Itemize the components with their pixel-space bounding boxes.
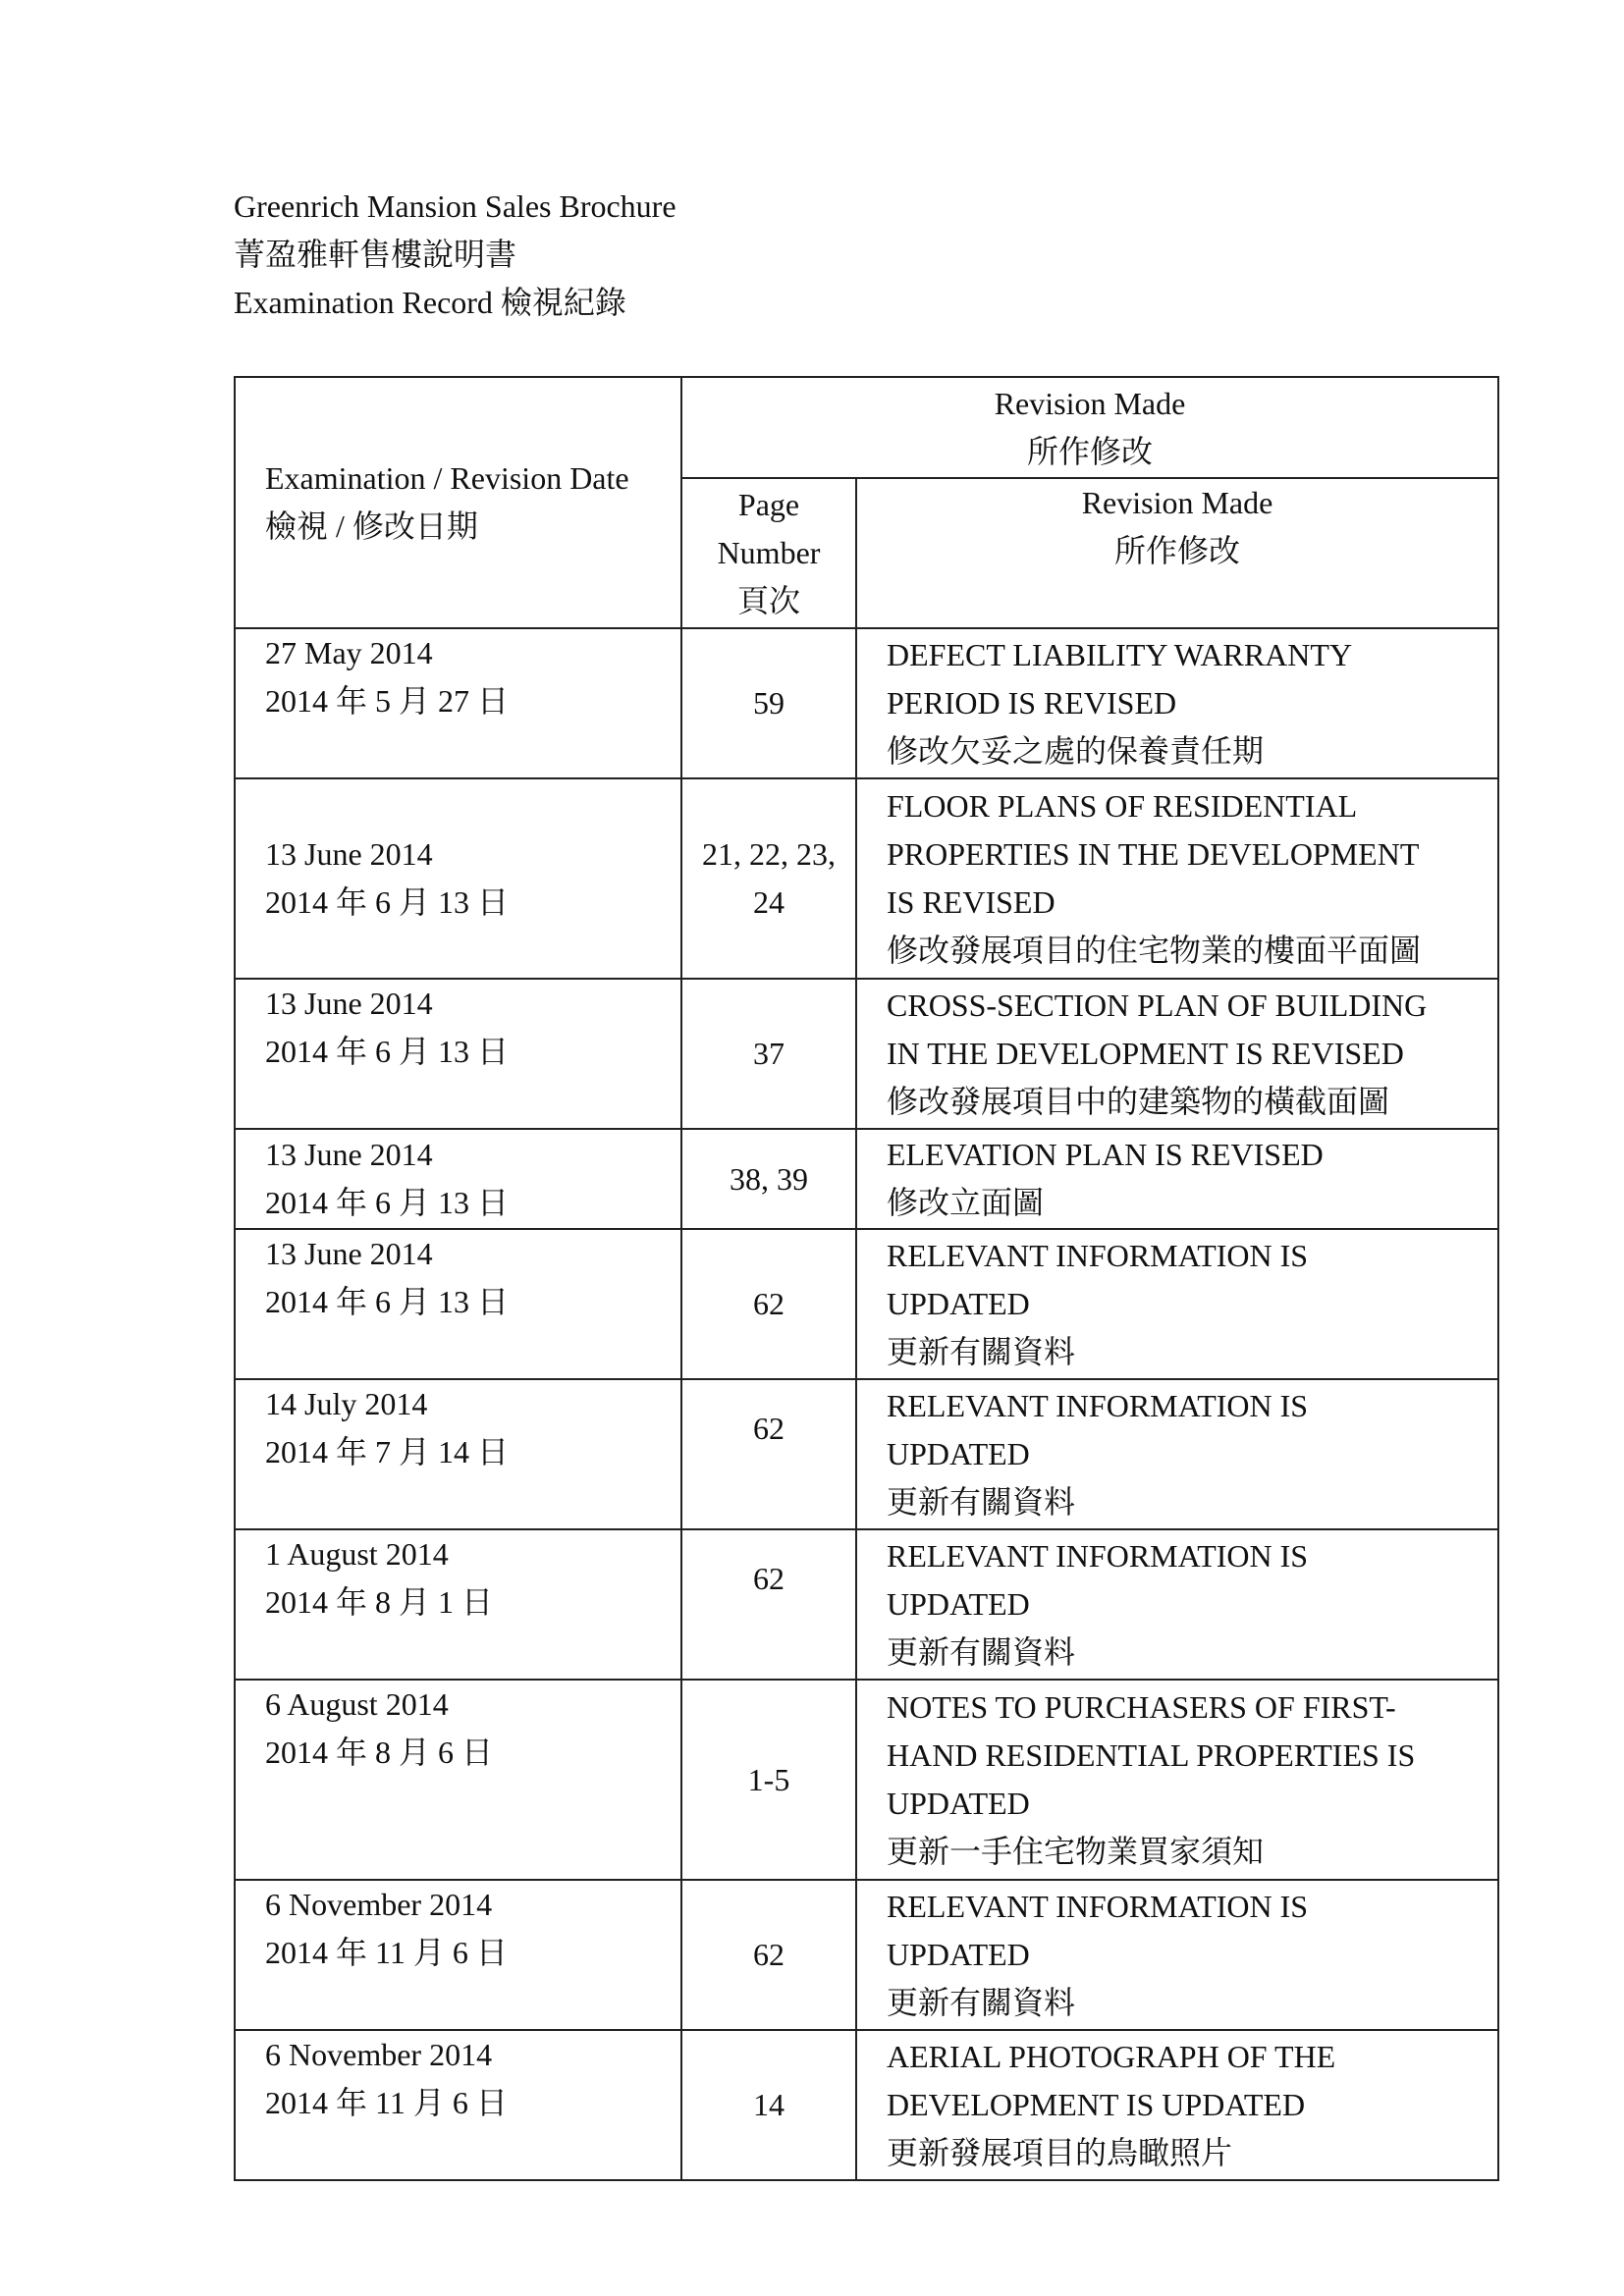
- table-row: [235, 1229, 1498, 1379]
- page-line: 62: [753, 1561, 785, 1596]
- header-revision-group-cell: [681, 377, 1498, 478]
- page-cell: 1-5: [681, 1680, 856, 1880]
- page-cell: [681, 778, 856, 979]
- revision-line: IN THE DEVELOPMENT IS REVISED: [887, 1036, 1404, 1071]
- revision-line: HAND RESIDENTIAL PROPERTIES IS: [887, 1737, 1416, 1773]
- date-en: 13 June 2014: [265, 986, 433, 1021]
- table-row: [235, 2030, 1498, 2180]
- date-zh: 2014 年 8 月 6 日: [265, 1735, 494, 1770]
- header-page-l2: Number: [717, 535, 821, 570]
- date-cell: [235, 1880, 681, 2030]
- date-en: 13 June 2014: [265, 836, 433, 872]
- date-zh: 2014 年 8 月 1 日: [265, 1584, 494, 1620]
- revision-cell: [856, 1379, 1498, 1529]
- revision-line: 更新有關資料: [887, 1634, 1076, 1670]
- examination-record-table: [234, 376, 1499, 2181]
- date-zh: 2014 年 11 月 6 日: [265, 2085, 508, 2120]
- table-header-row: [235, 377, 1498, 478]
- revision-line: UPDATED: [887, 1786, 1030, 1821]
- date-cell: [235, 2030, 681, 2180]
- revision-line: ELEVATION PLAN IS REVISED: [887, 1137, 1324, 1172]
- header-date-cell: [235, 377, 681, 628]
- revision-cell: [856, 1680, 1498, 1880]
- revision-line: UPDATED: [887, 1286, 1030, 1321]
- page-cell: 38, 39: [681, 1129, 856, 1229]
- revision-line: DEFECT LIABILITY WARRANTY: [887, 637, 1353, 672]
- table-row: [235, 1129, 1498, 1229]
- revision-line: 修改發展項目的住宅物業的樓面平面圖: [887, 933, 1422, 968]
- page-cell: [681, 1529, 856, 1680]
- date-en: 13 June 2014: [265, 1236, 433, 1271]
- date-zh: 2014 年 6 月 13 日: [265, 884, 510, 920]
- revision-line: 修改欠妥之處的保養責任期: [887, 733, 1265, 769]
- date-cell: [235, 979, 681, 1129]
- revision-cell: [856, 1880, 1498, 2030]
- table-row: [235, 1880, 1498, 2030]
- date-en: 27 May 2014: [265, 635, 433, 670]
- header-page-zh: 頁次: [736, 583, 800, 618]
- date-zh: 2014 年 6 月 13 日: [265, 1185, 510, 1220]
- header-revision-cell: [856, 478, 1498, 628]
- brochure-title-en: Greenrich Mansion Sales Brochure: [234, 188, 677, 224]
- revision-cell: [856, 1529, 1498, 1680]
- revision-line: 更新一手住宅物業買家須知: [887, 1834, 1265, 1869]
- date-cell: [235, 1680, 681, 1880]
- page-cell: 59: [681, 628, 856, 778]
- revision-cell: [856, 2030, 1498, 2180]
- header-page-l1: Page: [737, 487, 800, 522]
- page-cell: 62: [681, 1229, 856, 1379]
- revision-line: RELEVANT INFORMATION IS: [887, 1388, 1309, 1423]
- revision-cell: [856, 628, 1498, 778]
- revision-line: PROPERTIES IN THE DEVELOPMENT: [887, 836, 1420, 872]
- header-rev-en: Revision Made: [1081, 485, 1273, 520]
- date-en: 6 August 2014: [265, 1686, 449, 1722]
- header-group-zh: 所作修改: [1027, 433, 1154, 469]
- revision-cell: [856, 778, 1498, 979]
- date-en: 14 July 2014: [265, 1386, 428, 1421]
- date-cell: [235, 1379, 681, 1529]
- table-row: [235, 628, 1498, 778]
- header-page-cell: [681, 478, 856, 628]
- revision-cell: [856, 1129, 1498, 1229]
- revision-line: UPDATED: [887, 1937, 1030, 1972]
- revision-line: RELEVANT INFORMATION IS: [887, 1889, 1309, 1924]
- date-en: 6 November 2014: [265, 1887, 493, 1922]
- revision-line: 修改發展項目中的建築物的橫截面圖: [887, 1084, 1390, 1119]
- revision-line: NOTES TO PURCHASERS OF FIRST-: [887, 1689, 1396, 1725]
- date-cell: [235, 1529, 681, 1680]
- record-subtitle: Examination Record 檢視紀錄: [234, 285, 626, 320]
- revision-line: 修改立面圖: [887, 1185, 1045, 1220]
- table-row: [235, 778, 1498, 979]
- date-cell: [235, 778, 681, 979]
- date-cell: [235, 1129, 681, 1229]
- revision-line: CROSS-SECTION PLAN OF BUILDING: [887, 988, 1428, 1023]
- table-row: [235, 1379, 1498, 1529]
- table-row: [235, 979, 1498, 1129]
- document-header: [234, 183, 677, 327]
- revision-line: 更新發展項目的鳥瞰照片: [887, 2135, 1233, 2170]
- revision-cell: [856, 1229, 1498, 1379]
- page-line: 62: [753, 1411, 785, 1446]
- revision-line: FLOOR PLANS OF RESIDENTIAL: [887, 788, 1358, 824]
- revision-line: UPDATED: [887, 1436, 1030, 1471]
- revision-line: IS REVISED: [887, 884, 1056, 920]
- page-line: 21, 22, 23,: [702, 836, 836, 872]
- revision-line: RELEVANT INFORMATION IS: [887, 1538, 1309, 1574]
- revision-line: DEVELOPMENT IS UPDATED: [887, 2087, 1306, 2122]
- header-date-zh: 檢視 / 修改日期: [265, 508, 478, 544]
- page-cell: [681, 1379, 856, 1529]
- date-zh: 2014 年 6 月 13 日: [265, 1034, 510, 1069]
- header-date-en: Examination / Revision Date: [265, 460, 629, 496]
- revision-line: UPDATED: [887, 1586, 1030, 1622]
- revision-line: 更新有關資料: [887, 1484, 1076, 1520]
- date-zh: 2014 年 7 月 14 日: [265, 1434, 510, 1469]
- date-en: 1 August 2014: [265, 1536, 449, 1572]
- date-cell: [235, 1229, 681, 1379]
- page-cell: 62: [681, 1880, 856, 2030]
- table-row: [235, 1680, 1498, 1880]
- page-cell: 14: [681, 2030, 856, 2180]
- revision-line: AERIAL PHOTOGRAPH OF THE: [887, 2039, 1336, 2074]
- date-zh: 2014 年 6 月 13 日: [265, 1284, 510, 1319]
- revision-cell: [856, 979, 1498, 1129]
- date-cell: [235, 628, 681, 778]
- date-en: 13 June 2014: [265, 1137, 433, 1172]
- revision-line: PERIOD IS REVISED: [887, 685, 1177, 721]
- table-row: [235, 1529, 1498, 1680]
- date-en: 6 November 2014: [265, 2037, 493, 2072]
- date-zh: 2014 年 5 月 27 日: [265, 683, 510, 719]
- header-rev-zh: 所作修改: [1114, 533, 1241, 568]
- revision-line: RELEVANT INFORMATION IS: [887, 1238, 1309, 1273]
- revision-line: 更新有關資料: [887, 1985, 1076, 2020]
- page-cell: 37: [681, 979, 856, 1129]
- header-group-en: Revision Made: [994, 385, 1186, 421]
- revision-line: 更新有關資料: [887, 1334, 1076, 1369]
- date-zh: 2014 年 11 月 6 日: [265, 1935, 508, 1970]
- page-line: 24: [753, 884, 785, 920]
- brochure-title-zh: 菁盈雅軒售樓說明書: [234, 237, 517, 272]
